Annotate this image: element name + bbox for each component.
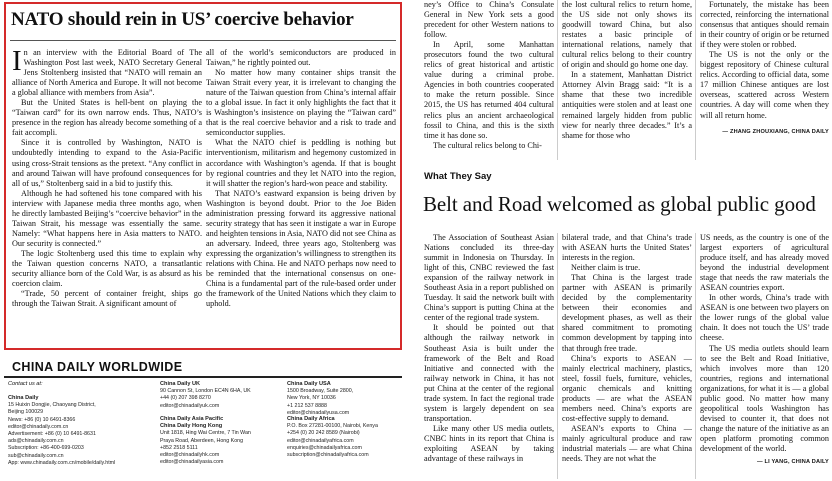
top-column-1 xyxy=(424,0,554,151)
office-line: New York, NY 10036 xyxy=(287,395,336,402)
paragraph: What the NATO chief is peddling is nothing but interventionism, militarism and hegemony customized in accordance with Washington’s agenda. If that is bought by regional countries and they let NATO into the region, it will shatter the region’s hard-won peace and stability. xyxy=(206,138,396,188)
paragraph: That China is the largest trade partner with ASEAN is primarily decided by the complementarity between their economies and development phases, as well as their shared commitment to promoting common development by tapping into that through free trade. xyxy=(562,273,692,353)
office-name: China Daily Hong Kong xyxy=(160,423,223,430)
byline: — ZHANG ZHOUXIANG, CHINA DAILY xyxy=(722,128,829,135)
column-rule xyxy=(557,0,558,160)
headline-rule xyxy=(10,40,396,41)
top-column-3 xyxy=(700,0,829,137)
office-china-daily-uk xyxy=(160,381,251,410)
office-name: China Daily Asia Pacific xyxy=(160,416,224,422)
column-rule xyxy=(557,233,558,479)
main-column-1 xyxy=(424,233,554,464)
paragraph: The cultural relics belong to Chi- xyxy=(433,140,542,150)
office-line: editor@chinadailyusa.com xyxy=(287,409,350,416)
office-china-daily xyxy=(8,395,115,467)
contact-us-label: Contact us at: xyxy=(8,381,43,387)
office-line: subscription@chinadailyafrica.com xyxy=(287,452,369,459)
main-column-2 xyxy=(562,233,692,464)
column-rule xyxy=(695,0,696,160)
paragraph: bilateral trade, and that China’s trade with ASEAN hurts the United States’ interests in the region. xyxy=(562,233,692,263)
paragraph: The logic Stoltenberg used this time to explain why the Taiwan question concerns NATO, a transatlantic security alliance born of the Cold War, is as absurd as his coercion claim. xyxy=(12,248,202,289)
office-line: editor@chinadailyasia.com xyxy=(160,459,224,466)
section-kicker: What They Say xyxy=(424,171,492,182)
office-line: editor@chinadailyuk.com xyxy=(160,402,220,409)
paragraph: In a statement, Manhattan District Attorney Alvin Bragg said: “It is a shame that these two incredible antiquities were stolen and at least one remained largely hidden from public view for nearly three decades.” It’s a shame for those who xyxy=(562,70,692,140)
paragraph: The US is not the only or the biggest repository of Chinese cultural relics. According to official data, some 17 million Chinese antiques are lost overseas, scattered across Western countries. A day will come when they will all return home. xyxy=(700,50,829,120)
paragraph: Although he had softened his tone compared with his interview with Japanese media three months ago, when he directly lambasted Beijing’s “coercive behavior” in the Taiwan Strait, his message was essentially the same. Namely: “What happens here in Asia matters to NATO. Our security is connected.” xyxy=(12,188,202,248)
office-line: +254 (0) 20 242 8589 (Nairobi) xyxy=(287,430,360,437)
office-line: Praya Road, Aberdeen, Hong Kong xyxy=(160,437,244,444)
office-line: P.O. Box 27281-00100, Nairobi, Kenya xyxy=(287,423,378,430)
paragraph: No matter how many container ships transit the Taiwan Strait every year, it is irrelevant to changing the nature of the Taiwan question from China’s internal affair to a global issue. In fact it only highlights the fact that it is Washington’s insistence on playing the “Taiwan card” that is the real coercive behavior and a risk to trade and semiconductor supplies. xyxy=(206,68,396,138)
main-column-3 xyxy=(700,233,829,467)
paragraph: It should be pointed out that although the railway network in Southeast Asia is built under the framework of the Belt and Road Initiative and connected with the railway network in China, it has not put China at the center of the regional trade system. In fact the regional trade system is largely dependent on sea transportation. xyxy=(424,323,554,423)
worldwide-rule xyxy=(4,376,402,378)
office-line: +44 (0) 207 398 8270 xyxy=(160,395,211,402)
paragraph: The US media outlets should learn to see the Belt and Road Initiative, which involves more than 120 countries, regions and international organizations, for what it is — a global public good. No matter how many geopolitical tools Washington has devised to counter it, that does not change the nature of the initiative as an open platform promoting common development of the world. xyxy=(700,343,829,453)
paragraph: all of the world’s semiconductors are produced in Taiwan,” he rightly pointed out. xyxy=(206,48,396,68)
editorial-box xyxy=(4,2,402,350)
worldwide-title: CHINA DAILY WORLDWIDE xyxy=(12,360,183,374)
office-name: China Daily USA xyxy=(287,381,331,387)
column-rule xyxy=(695,233,696,479)
paragraph: The Association of Southeast Asian Nations concluded its three-day summit in Indonesia on Thursday. In light of this, CNBC reviewed the fast expansion of the railway network in Southeast Asia in a report published on Tuesday. It said the network built with China’s support is putting China at the center of the regional trade system. xyxy=(424,233,554,323)
office-line: editor@chinadailyafrica.com xyxy=(287,437,354,444)
paragraph: ASEAN’s exports to China — mainly agricultural produce and raw industrial materials — are what China needs. They are not what the xyxy=(562,423,692,464)
office-name: China Daily Africa xyxy=(287,416,335,422)
byline: — LI YANG, CHINA DAILY xyxy=(756,459,829,466)
office-name: China Daily xyxy=(8,395,39,401)
office-line: +1 212 537 8888 xyxy=(287,402,327,409)
office-line: ads@chinadaily.com.cn xyxy=(8,438,64,445)
paragraph: Like many other US media outlets, CNBC hints in its report that China is exploiting ASEAN by taking advantage of these railways in xyxy=(424,423,554,464)
office-name: China Daily UK xyxy=(160,381,201,387)
paragraph: That NATO’s eastward expansion is being driven by Washington is beyond doubt. Prior to the Joe Biden administration pressing forward its aggressive national security strategy that has seen it instigate a war in Europe and heighten tensions in Asia, NATO did not see China as an adversary. Indeed, three years ago, Stoltenberg was expressing the organization’s willingness to strengthen its relations with China. He and NATO perhaps now need to be reminded that the international consensus on one-China is a fundamental part of the rule-based order under the framework of the United Nations which they claim to uphold. xyxy=(206,188,396,309)
paragraph: China’s exports to ASEAN — mainly electrical machinery, plastics, steel, fossil fuels, furniture, vehicles, organic chemicals and knitting products — are what the ASEAN members need. China’s exports are cost-effective supply to demand. xyxy=(562,353,692,423)
office-line: 1500 Broadway, Suite 2800, xyxy=(287,388,354,395)
office-line: +852 2518 5111 xyxy=(160,444,198,451)
top-column-2 xyxy=(562,0,692,141)
office-line: Beijing 100029 xyxy=(8,409,44,416)
paragraph: Fortunately, the mistake has been corrected, reinforcing the international consensus that antiques should remain in their country of origin or be returned if they were stolen or robbed. xyxy=(700,0,829,50)
paragraph: US needs, as the country is one of the largest exporters of agricultural produce itself, and has already moved beyond the industrial development stage that needs the raw materials the ASEAN countries export. xyxy=(700,233,829,293)
paragraph: In April, some Manhattan prosecutors found the two cultural relics of great historical and artistic value during a criminal probe. Agencies in both countries cooperated to make the return possible. Since 2015, the US has returned 404 cultural relics plus an ancient archaeological fossil to China, and this is the sixth time it has done so. xyxy=(424,40,554,140)
paragraph: Neither claim is true. xyxy=(571,263,641,273)
office-china-daily-usa xyxy=(287,381,353,417)
drop-cap: I xyxy=(12,45,22,77)
paragraph: Since it is controlled by Washington, NATO is undoubtedly intending to expand to the Asia-Pacific using cross-Strait tensions as the pretext. “Any conflict in and around Taiwan will have profound consequences for all of us,” Stoltenberg said in a bid to justify this. xyxy=(12,138,202,188)
office-line: 90 Cannon St, London EC4N 6HA, UK xyxy=(160,388,251,395)
office-line: sub@chinadaily.com.cn xyxy=(8,452,64,459)
office-line: editor@chinadailyhk.com xyxy=(160,452,220,459)
paragraph: the lost cultural relics to return home, the US side not only shows its goodwill toward China, but also restates a basic principle of international relations, namely that cultural relics belong to their country of origin and should go home one day. xyxy=(562,0,692,70)
office-line: 15 Huixin Dongjie, Chaoyang District, xyxy=(8,402,96,409)
paragraph: But the United States is hell-bent on playing the “Taiwan card” for its own narrow ends. Thus, NATO’s presence in the region has already become something of a fait accompli. xyxy=(12,98,202,138)
office-line: Advertisement: +86 (0) 10 6491-8631 xyxy=(8,431,96,438)
office-line: Unit 1818, Hing Wai Centre, 7 Tin Wan xyxy=(160,430,251,437)
paragraph: “Trade, 50 percent of container freight, ships go through the Taiwan Strait. A significant amount of xyxy=(12,289,202,309)
main-headline: Belt and Road welcomed as global public good xyxy=(423,192,816,216)
box-column-2 xyxy=(206,48,396,309)
office-line: enquiries@chinadailyafrica.com xyxy=(287,444,362,451)
paragraph: In other words, China’s trade with ASEAN is one between two players on the lower rungs of the global value chain. It does not touch the US’ trade cheese. xyxy=(700,293,829,343)
box-headline: NATO should rein in US’ coercive behavior xyxy=(11,9,354,30)
office-china-daily-asia xyxy=(160,416,251,466)
office-line: Subscription: +86-400-699-0203 xyxy=(8,445,84,452)
paragraph: n an interview with the Editorial Board of The Washington Post last week, NATO Secretary General Jens Stoltenberg insisted that “NATO will remain an alliance of North America and Europe. It will not become a global alliance with members from Asia”. xyxy=(12,48,202,98)
office-line: News: +86 (0) 10 6491-8366 xyxy=(8,416,76,423)
office-china-daily-africa xyxy=(287,416,378,459)
office-line: editor@chinadaily.com.cn xyxy=(8,423,69,430)
box-column-1 xyxy=(12,45,202,309)
paragraph: ney’s Office to China’s Consulate General in New York sets a good precedent for other Western nations to follow. xyxy=(424,0,554,40)
office-line: App: www.chinadaily.com.cn/mobile/daily.html xyxy=(8,459,116,466)
